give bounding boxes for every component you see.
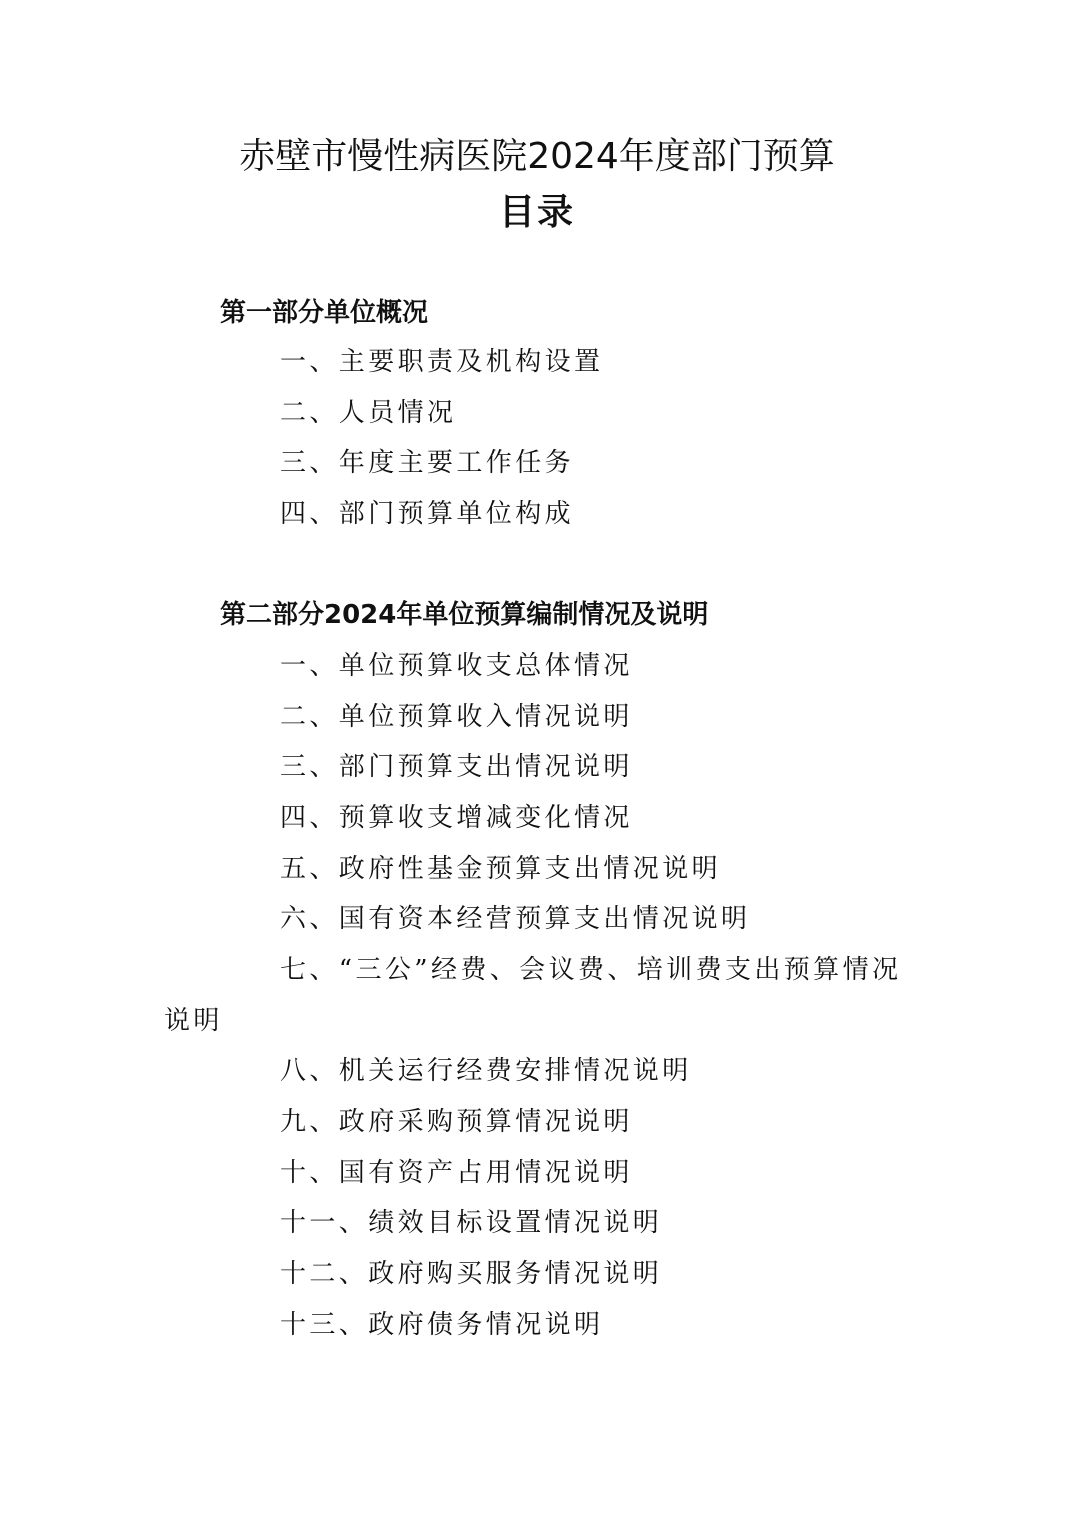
toc-item-text: 八、机关运行经费安排情况说明 [280,1056,692,1087]
toc-item-text: 五、政府性基金预算支出情况说明 [280,853,722,884]
toc-item-text: 七、“三公”经费、会议费、培训费支出预算情况 [280,955,902,986]
toc-item-text: 十、国有资产占用情况说明 [280,1157,633,1188]
toc-item-text: 二、单位预算收入情况说明 [280,701,633,732]
toc-item-text: 一、主要职责及机构设置 [280,347,604,377]
toc-item-text: 三、年度主要工作任务 [280,448,575,479]
toc-item-text: 十二、政府购买服务情况说明 [280,1258,663,1289]
document-title: 赤壁市慢性病医院2024年度部门预算 [239,136,835,177]
toc-item-text-continuation: 说明 [164,1005,223,1036]
toc-item-text: 三、部门预算支出情况说明 [280,752,633,783]
toc-item-text: 十一、绩效目标设置情况说明 [280,1208,663,1239]
part2-heading: 第二部分2024年单位预算编制情况及说明 [220,600,709,630]
toc-item-text: 九、政府采购预算情况说明 [280,1106,633,1137]
document-subtitle: 目录 [498,192,575,233]
toc-item-text: 十三、政府债务情况说明 [280,1309,604,1340]
toc-item-text: 四、预算收支增减变化情况 [280,803,633,834]
toc-item-text: 二、人员情况 [280,397,457,428]
toc-item-text: 一、单位预算收支总体情况 [280,651,633,681]
toc-item-text: 四、部门预算单位构成 [280,499,575,530]
part1-heading: 第一部分单位概况 [220,298,429,328]
toc-item-text: 六、国有资本经营预算支出情况说明 [280,904,751,935]
